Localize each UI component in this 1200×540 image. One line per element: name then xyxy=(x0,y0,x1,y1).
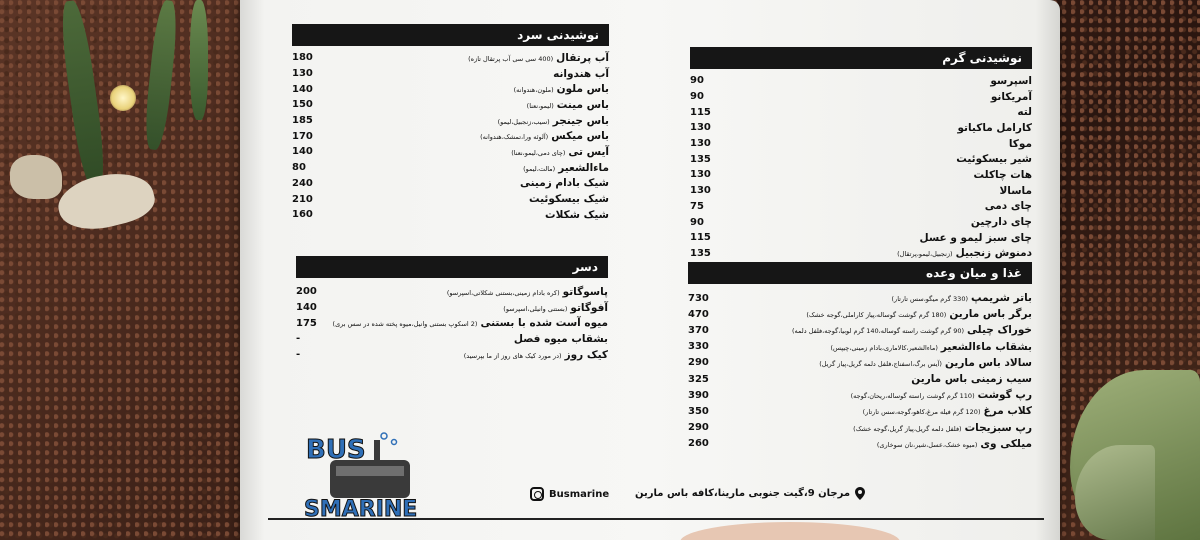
item-note: (180 گرم گوشت گوساله،پیاز کاراملی،گوجه خشک) xyxy=(806,311,947,320)
instagram-text: Busmarine xyxy=(549,488,610,500)
menu-item-row xyxy=(296,284,608,300)
item-name: باس جینجر xyxy=(552,114,609,127)
item-note: (آلوئه ورا،تمشک،هندوانه) xyxy=(480,133,549,142)
item-name: کارامل ماکیاتو xyxy=(957,121,1032,134)
menu-item-name xyxy=(919,232,1032,244)
item-price: - xyxy=(296,349,301,361)
item-name: باس ملون xyxy=(556,83,609,96)
item-name: ماسالا xyxy=(999,184,1032,197)
menu-item-name xyxy=(853,422,1032,434)
item-name: باتر شریمپ xyxy=(971,292,1032,305)
menu-item-name xyxy=(545,209,609,221)
item-name: لته xyxy=(1017,106,1032,119)
menu-item-name xyxy=(1017,106,1032,118)
item-name: هات چاکلت xyxy=(973,168,1032,181)
item-name: باس مینت xyxy=(556,98,609,111)
item-price: 130 xyxy=(690,122,711,134)
cactus-plant xyxy=(142,0,180,151)
menu-item-row xyxy=(688,355,1032,371)
menu-item-name xyxy=(520,177,609,189)
item-price: 80 xyxy=(292,162,306,174)
item-price: 140 xyxy=(296,302,317,314)
item-price: 290 xyxy=(688,357,709,369)
menu-item-row xyxy=(688,420,1032,436)
menu-item-row xyxy=(292,144,609,160)
item-name: آب هندوانه xyxy=(553,67,609,80)
item-note: (330 گرم میگو،سس تارتار) xyxy=(891,295,969,304)
item-price: 200 xyxy=(296,286,317,298)
item-price: 130 xyxy=(690,169,711,181)
item-price: 130 xyxy=(690,185,711,197)
item-name: شیک بیسکوئیت xyxy=(529,193,609,206)
item-price: 260 xyxy=(688,438,709,450)
item-price: 140 xyxy=(292,83,313,95)
menu-item-row xyxy=(690,120,1032,136)
item-price: 390 xyxy=(688,389,709,401)
menu-item-name xyxy=(480,130,609,142)
item-note: (فلفل دلمه گریل،پیاز گریل،گوجه خشک) xyxy=(853,424,962,433)
menu-item-row xyxy=(690,104,1032,120)
menu-item-name xyxy=(1009,138,1032,150)
item-name: پاسوگاتو xyxy=(562,285,608,298)
menu-item-name xyxy=(529,193,609,205)
item-name: میوه آست شده با بستنی xyxy=(480,317,608,330)
item-price: 135 xyxy=(690,247,711,259)
menu-item-row xyxy=(690,230,1032,246)
item-price: 150 xyxy=(292,99,313,111)
item-note: (2 اسکوپ بستنی وانیل،میوه پخته شده در سس بری) xyxy=(332,320,478,329)
menu-item-name xyxy=(971,216,1032,228)
item-name: آب پرتقال xyxy=(556,51,609,64)
item-name: برگر باس مارین xyxy=(949,308,1032,321)
item-note: (بستنی وانیلی،اسپرسو) xyxy=(503,304,568,313)
item-price: 130 xyxy=(292,68,313,80)
item-note: (میوه خشک،عسل،شیر،نان سوخاری) xyxy=(876,440,978,449)
menu-item-name xyxy=(447,286,608,298)
item-price: 170 xyxy=(292,130,313,142)
item-price: - xyxy=(296,333,301,345)
menu-item-name xyxy=(991,91,1032,103)
menu-item-name xyxy=(819,357,1032,369)
item-name: آیس تی xyxy=(568,145,609,158)
menu-item-row xyxy=(690,73,1032,89)
busmarine-logo xyxy=(302,428,422,520)
item-name: چای دارچین xyxy=(970,216,1032,229)
item-note: (ماءالشعیر،کالاماری،بادام زمینی،چیپس) xyxy=(830,343,938,352)
item-name: میلکی وی xyxy=(980,437,1032,450)
item-note: (110 گرم گوشت راسته گوساله،ریحان،گوجه) xyxy=(850,392,975,401)
hot-drinks-section xyxy=(690,47,1032,261)
item-note: (کره بادام زمینی،بستنی شکلاتی،اسپرسو) xyxy=(446,288,560,297)
item-price: 350 xyxy=(688,405,709,417)
menu-item-row xyxy=(688,436,1032,452)
item-price: 325 xyxy=(688,373,709,385)
menu-item-row xyxy=(292,66,609,82)
menu-item-row xyxy=(688,322,1032,338)
map-pin-icon xyxy=(855,487,865,500)
item-price: 180 xyxy=(292,52,313,64)
item-name: سیب زمینی باس مارین xyxy=(911,373,1032,386)
item-name: چای دمی xyxy=(984,200,1032,213)
item-note: (سیب،زنجبیل،لیمو) xyxy=(497,117,550,126)
menu-item-name xyxy=(498,115,609,127)
item-name: شیر بیسکوئیت xyxy=(956,153,1032,166)
item-name: سالاد باس مارین xyxy=(944,356,1032,369)
item-note: (آیس برگ،اسفناج،فلفل دلمه گریل،پیاز گریل) xyxy=(819,359,942,368)
menu-item-name xyxy=(333,317,608,329)
menu-item-row xyxy=(688,387,1032,403)
item-name: کیک روز xyxy=(564,348,608,361)
item-price: 240 xyxy=(292,177,313,189)
item-name: چای سبز لیمو و عسل xyxy=(919,231,1032,244)
menu-item-name xyxy=(911,373,1032,385)
menu-list xyxy=(296,278,608,362)
item-price: 90 xyxy=(690,216,704,228)
item-price: 185 xyxy=(292,115,313,127)
item-note: (مالت،لیمو) xyxy=(523,164,556,173)
menu-item-name xyxy=(514,83,609,95)
menu-item-name xyxy=(514,333,608,345)
dessert-section xyxy=(296,256,608,362)
menu-item-row xyxy=(292,207,609,223)
section-title: نوشیدنی گرم xyxy=(690,47,1032,69)
item-note: (90 گرم گوشت راسته گوساله،140 گرم لوبیا،گوجه،فلفل دلمه) xyxy=(791,327,965,336)
item-price: 160 xyxy=(292,209,313,221)
instagram-handle[interactable] xyxy=(530,487,609,501)
menu-list xyxy=(688,284,1032,452)
menu-item-row xyxy=(292,81,609,97)
menu-item-row xyxy=(688,306,1032,322)
item-name: موکا xyxy=(1008,137,1032,150)
menu-item-name xyxy=(503,302,608,314)
cold-drinks-section xyxy=(292,24,609,223)
menu-item-name xyxy=(527,99,609,111)
menu-item-name xyxy=(553,68,609,80)
menu-list xyxy=(690,69,1032,261)
menu-item-name xyxy=(877,438,1032,450)
menu-item-row xyxy=(292,113,609,129)
item-note: (در مورد کیک های روز از ما بپرسید) xyxy=(463,351,562,360)
instagram-icon xyxy=(530,487,544,501)
menu-item-name xyxy=(957,122,1032,134)
menu-item-name xyxy=(985,200,1032,212)
item-name: بشقاب ماءالشعیر xyxy=(940,340,1032,353)
section-title: غذا و میان وعده xyxy=(688,262,1032,284)
section-title: نوشیدنی سرد xyxy=(292,24,609,46)
cactus-plant xyxy=(190,0,208,120)
item-name: اسپرسو xyxy=(990,74,1032,87)
item-name: رپ سبزیجات xyxy=(964,421,1032,434)
menu-item-row xyxy=(292,191,609,207)
menu-item-name xyxy=(851,389,1032,401)
item-note: (120 گرم فیله مرغ،کاهو،گوجه،سس تارتار) xyxy=(862,408,981,417)
item-price: 130 xyxy=(690,138,711,150)
menu-item-row xyxy=(296,300,608,316)
item-note: (400 سی سی آب پرتقال تازه) xyxy=(468,54,554,63)
item-price: 730 xyxy=(688,292,709,304)
garden-light xyxy=(110,85,136,111)
menu-item-row xyxy=(690,246,1032,262)
item-price: 140 xyxy=(292,146,313,158)
item-price: 75 xyxy=(690,200,704,212)
logo-text-top: BUS xyxy=(306,435,366,465)
menu-item-row xyxy=(292,128,609,144)
menu-item-row xyxy=(296,347,608,363)
item-price: 290 xyxy=(688,422,709,434)
menu-item-name xyxy=(892,292,1032,304)
item-price: 115 xyxy=(690,232,711,244)
menu-item-name xyxy=(523,162,609,174)
menu-item-name xyxy=(468,52,609,64)
item-name: ماءالشعیر xyxy=(558,161,609,174)
menu-item-row xyxy=(688,371,1032,387)
item-price: 90 xyxy=(690,75,704,87)
menu-item-row xyxy=(292,176,609,192)
item-note: (زنجبیل،لیمو،پرتقال) xyxy=(897,250,953,259)
menu-item-name xyxy=(830,341,1032,353)
item-name: شیک بادام زمینی xyxy=(520,177,609,190)
menu-item-name xyxy=(511,146,609,158)
menu-item-name xyxy=(464,349,608,361)
item-name: آفوگاتو xyxy=(570,301,608,314)
menu-item-name xyxy=(792,324,1032,336)
menu-item-row xyxy=(292,160,609,176)
item-note: (ملون،هندوانه) xyxy=(513,86,554,95)
item-name: شیک شکلات xyxy=(545,208,609,221)
menu-item-name xyxy=(863,405,1032,417)
item-name: خوراک چیلی xyxy=(967,324,1032,337)
menu-item-row xyxy=(690,136,1032,152)
menu-item-row xyxy=(690,214,1032,230)
item-price: 135 xyxy=(690,153,711,165)
menu-item-name xyxy=(897,247,1032,259)
menu-item-name xyxy=(999,185,1032,197)
item-name: بشقاب میوه فصل xyxy=(513,332,608,345)
item-price: 370 xyxy=(688,324,709,336)
item-note: (لیمو،نعنا) xyxy=(526,101,554,110)
item-price: 90 xyxy=(690,91,704,103)
item-name: دمنوش زنجبیل xyxy=(955,247,1032,260)
section-title: دسر xyxy=(296,256,608,278)
menu-item-row xyxy=(690,167,1032,183)
logo-text-bottom: SMARINE xyxy=(304,497,418,520)
item-name: آمریکانو xyxy=(990,90,1032,103)
menu-item-row xyxy=(292,50,609,66)
menu-item-row xyxy=(690,89,1032,105)
menu-item-name xyxy=(806,308,1032,320)
menu-item-row xyxy=(688,339,1032,355)
item-name: باس میکس xyxy=(551,130,609,143)
rock xyxy=(53,164,159,238)
menu-list xyxy=(292,46,609,223)
address-line xyxy=(635,487,865,500)
rock xyxy=(10,155,62,199)
menu-item-row xyxy=(690,183,1032,199)
item-note: (چای دمی،لیمو،نعنا) xyxy=(511,148,566,157)
menu-item-name xyxy=(974,169,1032,181)
menu-item-row xyxy=(688,403,1032,419)
item-price: 470 xyxy=(688,308,709,320)
menu-item-row xyxy=(688,290,1032,306)
menu-item-row xyxy=(690,151,1032,167)
address-text: مرجان 9،گیت جنوبی مارینا،کافه باس مارین xyxy=(635,488,851,499)
item-name: رپ گوشت xyxy=(977,389,1032,402)
menu-item-row xyxy=(296,331,608,347)
menu-item-row xyxy=(296,315,608,331)
menu-item-row xyxy=(690,199,1032,215)
item-price: 115 xyxy=(690,106,711,118)
item-price: 175 xyxy=(296,317,317,329)
item-name: کلاب مرغ xyxy=(983,405,1032,418)
item-price: 330 xyxy=(688,341,709,353)
menu-item-row xyxy=(292,97,609,113)
menu-item-name xyxy=(990,75,1032,87)
cactus-plant xyxy=(57,0,109,191)
food-section xyxy=(688,262,1032,452)
menu-item-name xyxy=(956,153,1032,165)
item-price: 210 xyxy=(292,193,313,205)
